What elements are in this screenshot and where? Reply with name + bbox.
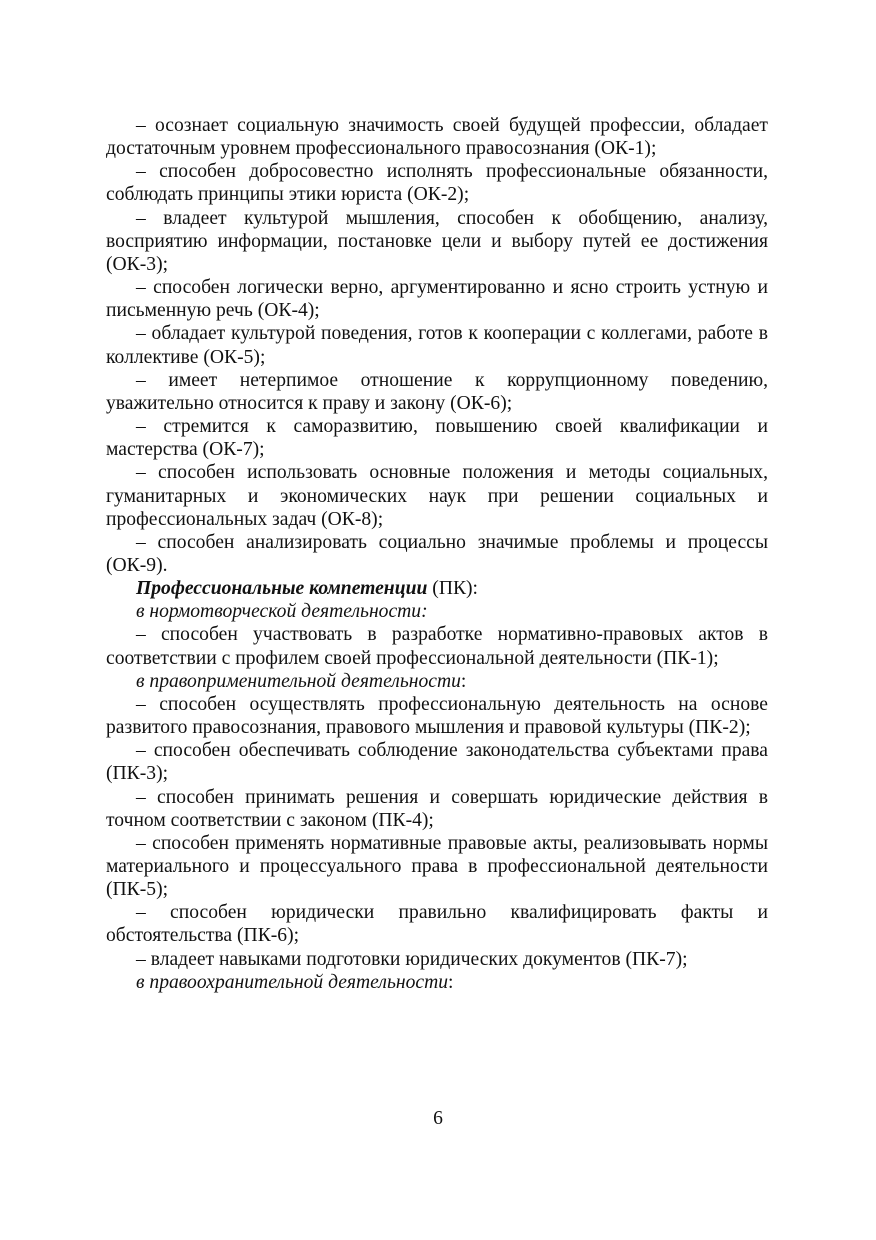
paragraph-ok6: – имеет нетерпимое отношение к коррупционному поведению, уважительно относится к праву и закону (ОК-6); bbox=[106, 369, 768, 414]
heading-bold-italic: Профессиональные компетенции bbox=[136, 578, 428, 600]
paragraph-pk1: – способен участвовать в разработке нормативно-правовых актов в соответствии с профилем своей профессиональной деятельности (ПК-1); bbox=[106, 624, 768, 669]
subheading-law-enforcement-italic: в правоприменительной деятельности bbox=[136, 670, 461, 692]
heading-rest: (ПК): bbox=[427, 578, 479, 600]
paragraph-pk2: – способен осуществлять профессиональную деятельность на основе развитого правосознания, правового мышления и правовой культуры (ПК-2); bbox=[106, 693, 768, 739]
paragraph-pk4: – способен принимать решения и совершать юридические действия в точном соответствии с законом (ПК-4); bbox=[106, 786, 768, 831]
paragraph-pk6: – способен юридически правильно квалифицировать факты и обстоятельства (ПК-6); bbox=[106, 902, 768, 947]
paragraph-pk7: – владеет навыками подготовки юридических документов (ПК-7); bbox=[136, 948, 688, 970]
page-body bbox=[106, 114, 768, 994]
paragraph-ok8: – способен использовать основные положения и методы социальных, гуманитарных и экономических наук при решении социальных и профессиональных задач (ОК-8); bbox=[106, 462, 768, 530]
paragraph-ok9: – способен анализировать социально значимые проблемы и процессы (ОК-9). bbox=[106, 531, 768, 576]
paragraph-ok7: – стремится к саморазвитию, повышению своей квалификации и мастерства (ОК-7); bbox=[106, 416, 768, 461]
paragraph-pk3: – способен обеспечивать соблюдение законодательства субъектами права (ПК-3); bbox=[106, 740, 768, 785]
subheading-law-protection bbox=[106, 971, 768, 994]
subheading-law-protection-italic: в правоохранительной деятельности bbox=[136, 971, 449, 993]
paragraph-ok5: – обладает культурой поведения, готов к кооперации с коллегами, работе в коллективе (ОК-5); bbox=[106, 323, 768, 368]
page-number: 6 bbox=[433, 1108, 443, 1129]
paragraph-ok3: – владеет культурой мышления, способен к обобщению, анализу, восприятию информации, постановке цели и выбору путей ее достижения (ОК-3); bbox=[106, 207, 768, 275]
paragraph-ok2: – способен добросовестно исполнять профессиональные обязанности, соблюдать принципы этики юриста (ОК-2); bbox=[106, 161, 768, 206]
subheading-law-enforcement bbox=[106, 670, 768, 693]
paragraph-ok4: – способен логически верно, аргументированно и ясно строить устную и письменную речь (ОК-4); bbox=[106, 277, 768, 322]
section-heading-professional-competencies bbox=[106, 577, 768, 600]
subheading-normative-activity: в нормотворческой деятельности: bbox=[136, 601, 428, 623]
paragraph-ok1: – осознает социальную значимость своей будущей профессии, обладает достаточным уровнем профессионального правосознания (ОК-1); bbox=[106, 115, 768, 160]
subheading-law-protection-rest: : bbox=[448, 971, 454, 993]
paragraph-pk5: – способен применять нормативные правовые акты, реализовывать нормы материального и процессуального права в профессиональной деятельности (ПК-5); bbox=[106, 832, 768, 901]
subheading-law-enforcement-rest: : bbox=[460, 670, 467, 692]
